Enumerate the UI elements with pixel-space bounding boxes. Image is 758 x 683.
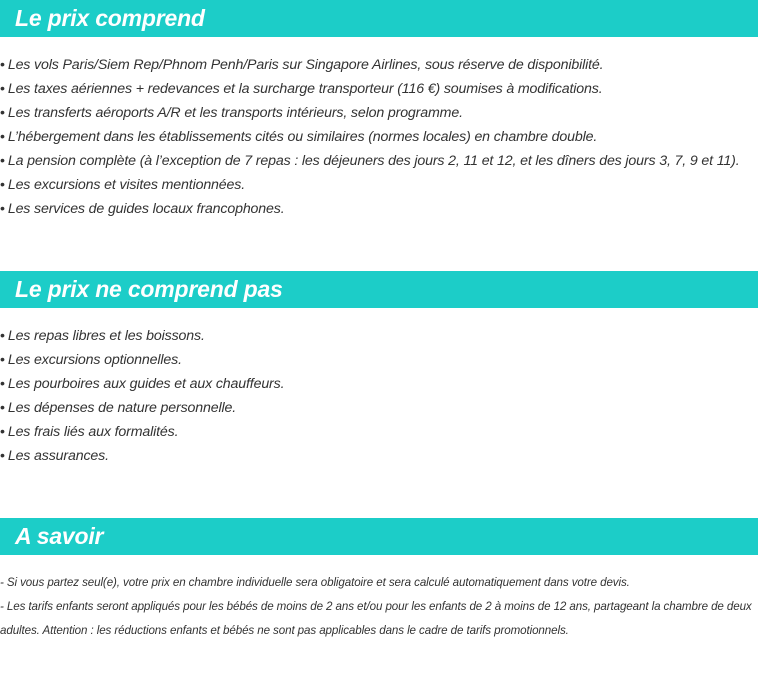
list-item-text: Les frais liés aux formalités. [7, 424, 179, 440]
list-item-text: Les excursions optionnelles. [7, 352, 182, 368]
list-item [0, 324, 758, 348]
bullet-icon: • [0, 201, 5, 217]
list-item-text: La pension complète (à l’exception de 7 repas : les déjeuners des jours 2, 11 et 12, et les dîners des jours 3, 7, 9 et 11). [7, 153, 740, 169]
excluded-header [0, 271, 758, 308]
included-list [0, 53, 758, 221]
list-item-text: Les repas libres et les boissons. [7, 328, 205, 344]
list-item [0, 420, 758, 444]
list-item [0, 396, 758, 420]
list-item [0, 348, 758, 372]
note-item: - Les tarifs enfants seront appliqués pour les bébés de moins de 2 ans et/ou pour les enfants de 2 à moins de 12 ans, partageant la chambre de deux adultes. Attention : les réductions enfants et bébés ne sont pas applicables dans le cadre de tarifs promotionnels. [0, 600, 752, 637]
bullet-icon: • [0, 352, 5, 368]
list-item [0, 101, 758, 125]
included-title: Le prix comprend [15, 5, 205, 31]
list-item [0, 149, 758, 173]
list-item [0, 444, 758, 468]
included-header [0, 0, 758, 37]
bullet-icon: • [0, 129, 5, 145]
notes-title: A savoir [15, 523, 104, 549]
list-item-text: Les taxes aériennes + redevances et la surcharge transporteur (116 €) soumises à modifications. [7, 81, 603, 97]
list-item [0, 173, 758, 197]
list-item [0, 372, 758, 396]
list-item-text: Les vols Paris/Siem Rep/Phnom Penh/Paris sur Singapore Airlines, sous réserve de disponibilité. [7, 57, 604, 73]
list-item-text: Les pourboires aux guides et aux chauffeurs. [7, 376, 285, 392]
note-item: - Si vous partez seul(e), votre prix en chambre individuelle sera obligatoire et sera calculé automatiquement dans votre devis. [0, 576, 630, 589]
bullet-icon: • [0, 376, 5, 392]
bullet-icon: • [0, 105, 5, 121]
list-item-text: Les excursions et visites mentionnées. [7, 177, 246, 193]
bullet-icon: • [0, 328, 5, 344]
excluded-list [0, 324, 758, 468]
bullet-icon: • [0, 400, 5, 416]
bullet-icon: • [0, 153, 5, 169]
list-item-text: Les dépenses de nature personnelle. [7, 400, 237, 416]
bullet-icon: • [0, 177, 5, 193]
notes-list [0, 571, 752, 643]
list-item [0, 197, 758, 221]
list-item-text: Les assurances. [7, 448, 109, 464]
list-item-text: Les services de guides locaux francophones. [7, 201, 285, 217]
notes-header [0, 518, 758, 555]
bullet-icon: • [0, 57, 5, 73]
list-item [0, 125, 758, 149]
bullet-icon: • [0, 448, 5, 464]
bullet-icon: • [0, 424, 5, 440]
list-item-text: L’hébergement dans les établissements cités ou similaires (normes locales) en chambre double. [7, 129, 598, 145]
bullet-icon: • [0, 81, 5, 97]
excluded-title: Le prix ne comprend pas [15, 276, 283, 302]
list-item [0, 77, 758, 101]
list-item-text: Les transferts aéroports A/R et les transports intérieurs, selon programme. [7, 105, 463, 121]
list-item [0, 53, 758, 77]
